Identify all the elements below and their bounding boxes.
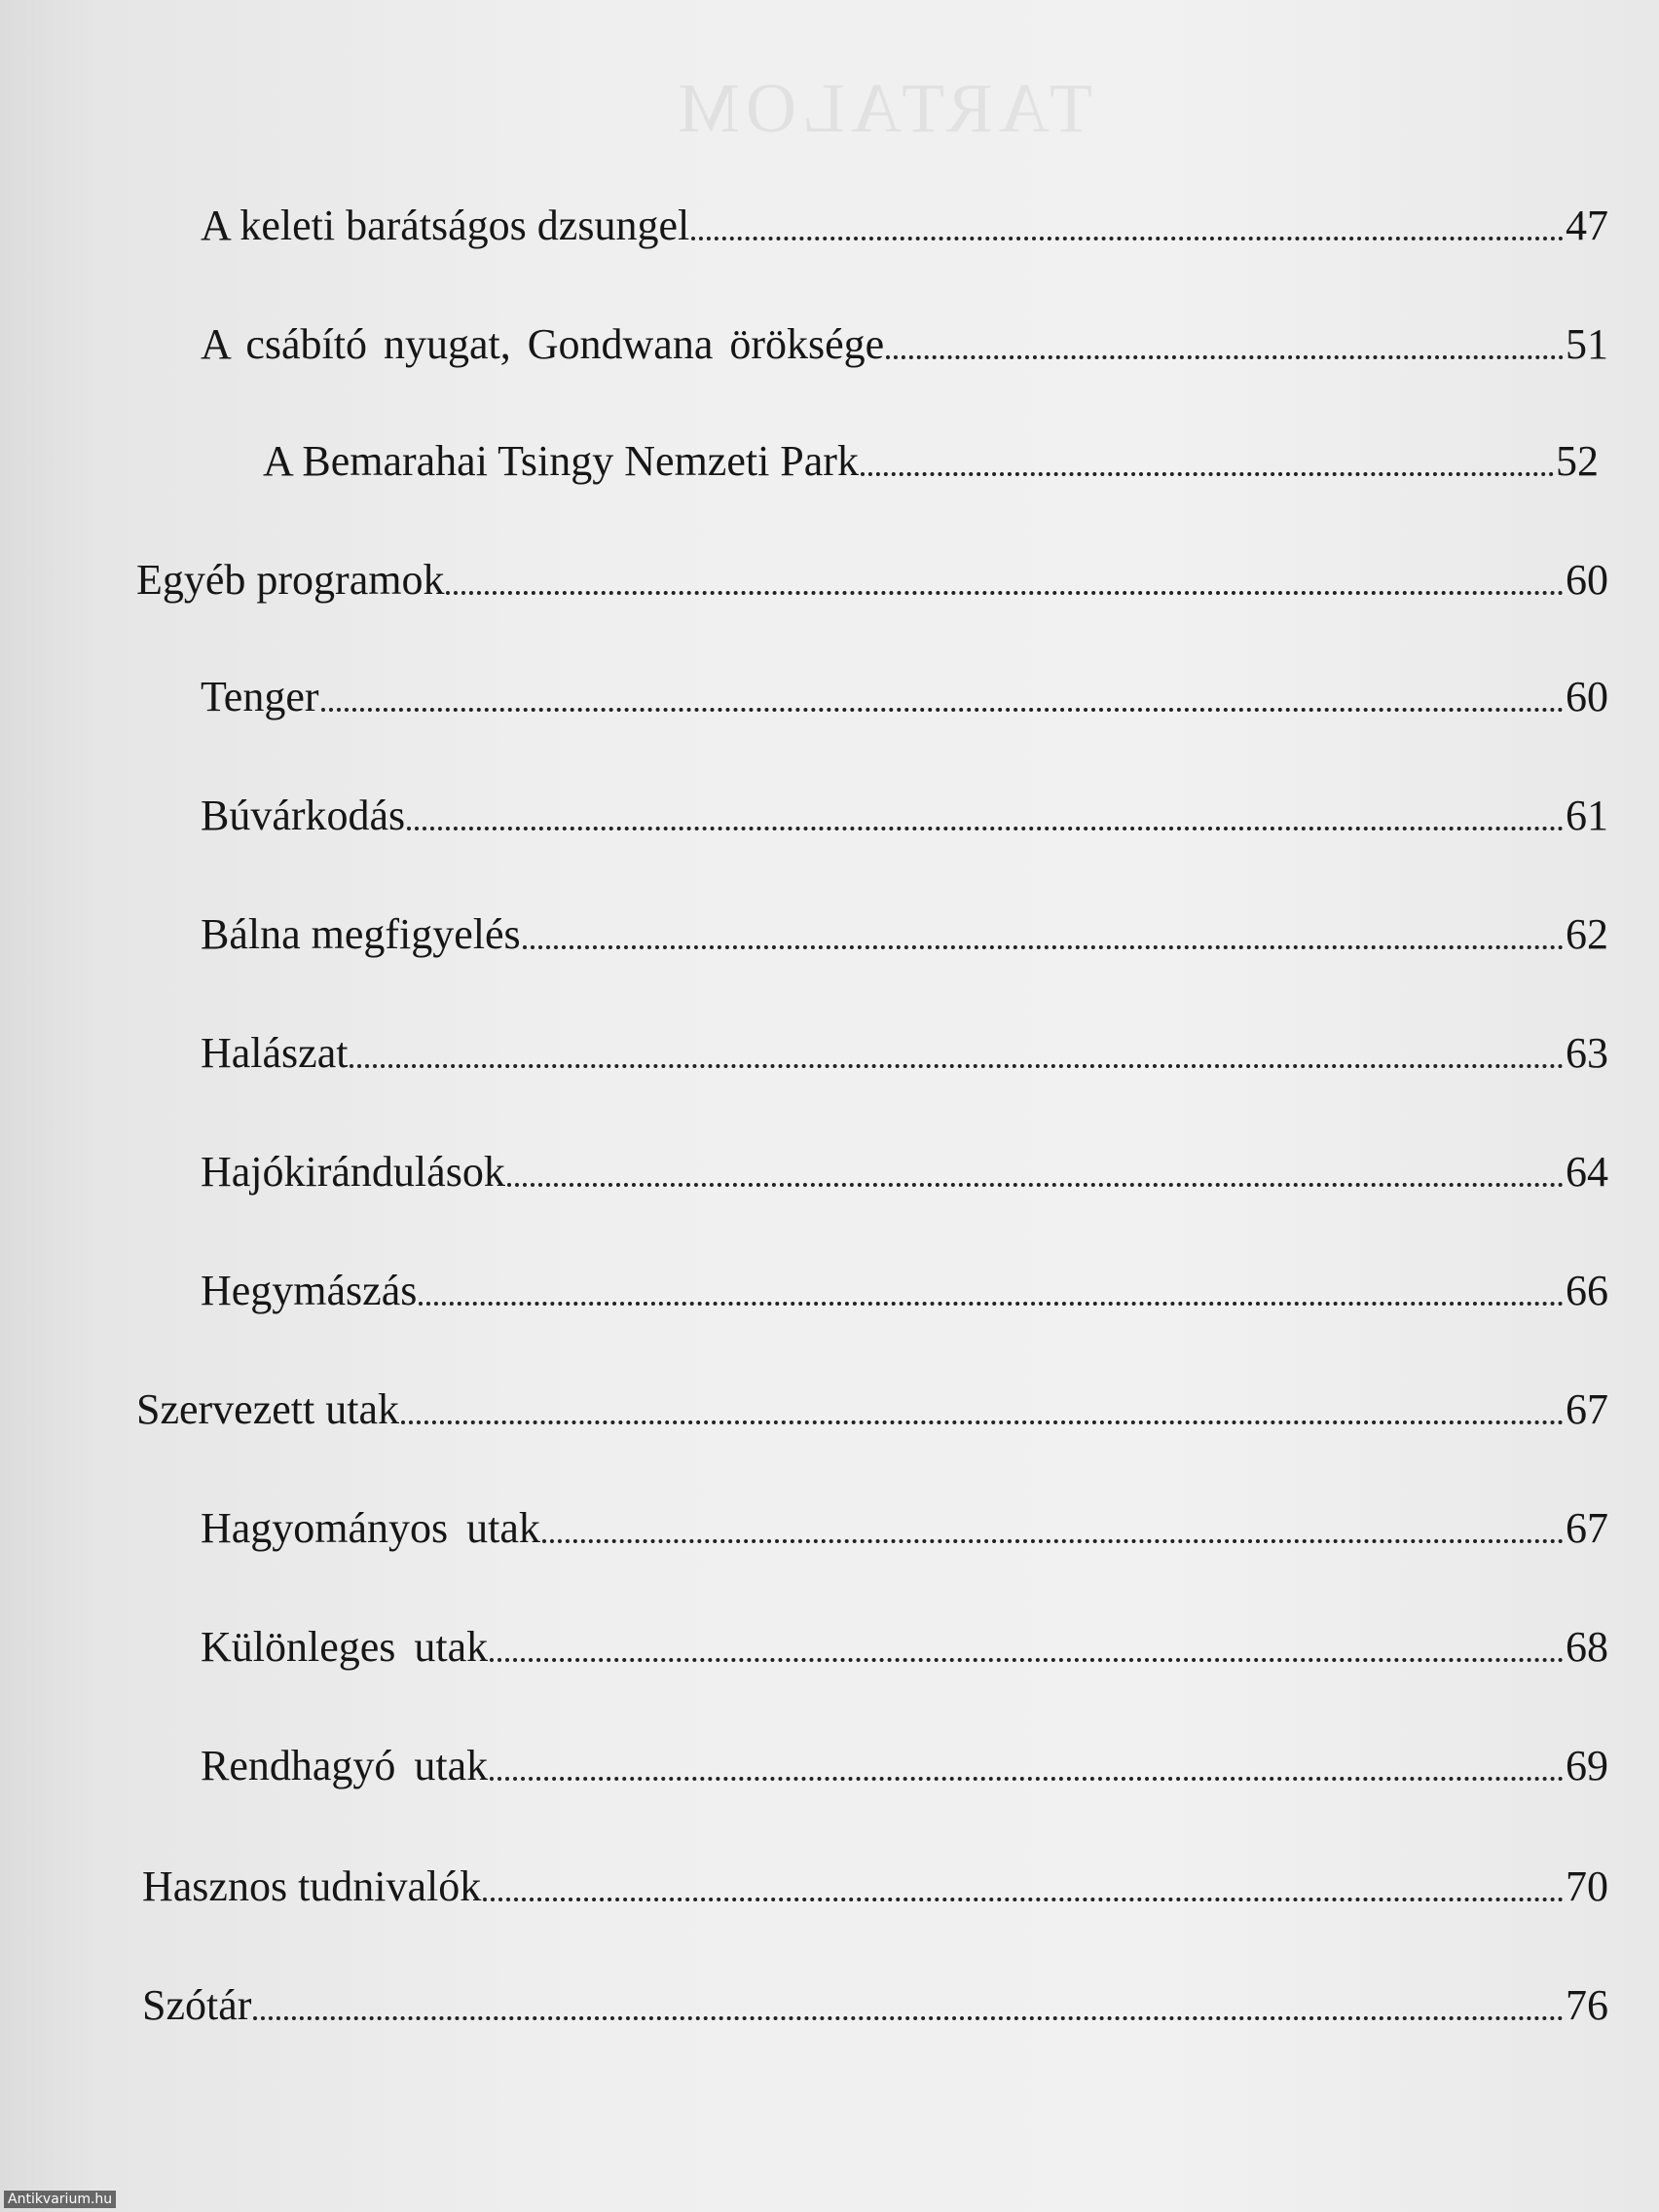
toc-entry-label: Hagyományos utak	[201, 1504, 540, 1552]
toc-entry-label: A csábító nyugat, Gondwana öröksége	[201, 320, 885, 368]
toc-entry-label: Szervezett utak	[136, 1385, 399, 1433]
toc-entry-label: Szótár	[142, 1981, 252, 2029]
dot-leader	[523, 945, 1564, 949]
toc-entry	[201, 785, 1608, 843]
watermark: Antikvarium.hu	[4, 2191, 116, 2208]
dot-leader	[691, 237, 1564, 240]
dot-leader	[483, 1898, 1564, 1901]
toc-entry	[142, 1974, 1608, 2033]
toc-entry-page: 66	[1566, 1267, 1608, 1314]
toc-entry	[201, 1022, 1608, 1081]
toc-entry	[201, 195, 1608, 253]
dot-leader	[350, 1064, 1564, 1068]
toc-entry-label: Hajókirándulások	[201, 1148, 505, 1196]
dot-leader	[886, 355, 1564, 359]
dot-leader	[446, 591, 1564, 595]
toc-entry	[201, 1616, 1608, 1675]
toc-entry-page: 69	[1566, 1742, 1608, 1789]
toc-entry-page: 67	[1566, 1504, 1608, 1552]
dot-leader	[507, 1183, 1564, 1187]
dot-leader	[401, 1420, 1564, 1424]
toc-entry-label: Egyéb programok	[136, 556, 445, 604]
dot-leader	[407, 827, 1564, 830]
dot-leader	[861, 472, 1554, 476]
toc-entry-page: 63	[1566, 1029, 1608, 1077]
dot-leader	[321, 708, 1564, 712]
toc-entry-page: 76	[1566, 1981, 1608, 2029]
toc-entry-label: Halászat	[201, 1029, 349, 1077]
toc-entry-page: 70	[1566, 1862, 1608, 1910]
toc-entry-label: Tenger	[201, 673, 319, 720]
toc-entry	[142, 1856, 1608, 1914]
toc-entry	[201, 1141, 1608, 1199]
toc-entry-label: Rendhagyó utak	[201, 1742, 489, 1789]
toc-entry	[201, 1260, 1608, 1318]
toc-entry	[263, 430, 1599, 489]
toc-entry	[201, 666, 1608, 724]
toc-entry	[201, 903, 1608, 962]
toc-entry-label: Búvárkodás	[201, 792, 406, 839]
bleed-through-title: TARTALOM	[672, 69, 1093, 147]
toc-entry-page: 60	[1566, 556, 1608, 604]
toc-entry-label: Különleges utak	[201, 1623, 489, 1671]
toc-entry-page: 47	[1566, 202, 1608, 249]
toc-entry-label: Hegymászás	[201, 1267, 418, 1314]
toc-entry-label: Bálna megfigyelés	[201, 910, 521, 958]
toc-entry	[136, 549, 1608, 608]
toc-entry-page: 60	[1566, 673, 1608, 720]
toc-entry-label: A Bemarahai Tsingy Nemzeti Park	[263, 437, 859, 485]
toc-entry-page: 52	[1556, 437, 1599, 485]
toc-entry-page: 64	[1566, 1148, 1608, 1196]
toc-entry-page: 62	[1566, 910, 1608, 958]
toc-entry-label: Hasznos tudnivalók	[142, 1862, 482, 1910]
toc-entry	[201, 313, 1608, 372]
toc-entry-page: 67	[1566, 1385, 1608, 1433]
dot-leader	[419, 1302, 1564, 1306]
dot-leader	[490, 1658, 1564, 1662]
dot-leader	[490, 1777, 1564, 1781]
toc-entry-page: 51	[1566, 320, 1608, 368]
dot-leader	[253, 2016, 1564, 2020]
toc-entry	[201, 1497, 1608, 1556]
toc-entry	[201, 1735, 1608, 1793]
toc-entry-page: 61	[1566, 792, 1608, 839]
dot-leader	[542, 1539, 1564, 1543]
toc-entry	[136, 1379, 1608, 1437]
toc-entry-page: 68	[1566, 1623, 1608, 1671]
toc-entry-label: A keleti barátságos dzsungel	[201, 202, 690, 249]
